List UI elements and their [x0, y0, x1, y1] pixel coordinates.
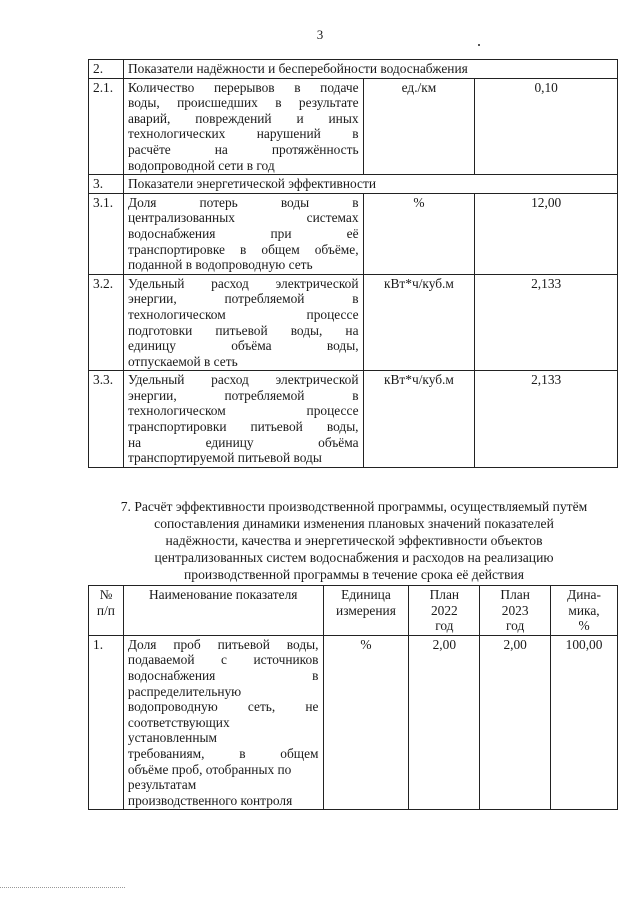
indicator-line: единицу объёма воды, [127, 338, 359, 354]
indicator-line: отпускаемой в сеть [127, 353, 238, 369]
section-title: Показатели надёжности и бесперебойности водоснабжения [123, 60, 617, 79]
indicator-line: распределительную [127, 683, 242, 699]
indicator-line: на единицу объёма [127, 434, 359, 450]
scan-edge-dots [0, 887, 125, 888]
row-number: 3. [89, 175, 124, 194]
header-name: Наименование показателя [123, 586, 323, 636]
indicator-line: транспортировки питьевой воды, [127, 419, 359, 435]
indicator-line: поданной в водопроводную сеть [127, 257, 313, 273]
dynamics-cell: 100,00 [551, 635, 618, 810]
value-cell: 12,00 [475, 193, 618, 274]
indicator-line: Удельный расход электрической [127, 275, 359, 291]
page-number: 3 [316, 27, 324, 42]
scan-speck [478, 44, 480, 46]
indicator-line: энергии, потребляемой в [127, 291, 359, 307]
indicator-line: энергии, потребляемой в [127, 387, 359, 403]
header-plan-2023: План 2023 год [480, 586, 551, 636]
header-unit: Единица измерения [323, 586, 409, 636]
paragraph-line: надёжности, качества и энергетической эффективности объектов [165, 533, 543, 548]
paragraph-line: 7. Расчёт эффективности производственной программы, осуществляемый путём [120, 499, 588, 514]
unit-cell: кВт*ч/куб.м [363, 274, 475, 371]
value-cell: 0,10 [475, 78, 618, 175]
table-row [89, 635, 618, 810]
indicator-line: Доля проб питьевой воды, [127, 636, 319, 652]
row-number: 3.2. [89, 274, 124, 371]
indicator-line: подаваемой с источников [127, 652, 319, 668]
indicator-name [123, 635, 323, 810]
indicator-line: Доля потерь воды в [127, 194, 359, 210]
unit-cell: % [363, 193, 475, 274]
indicator-line: централизованных системах [127, 210, 359, 226]
indicator-line: воды, происшедших в результате [127, 95, 359, 111]
row-number: 3.3. [89, 371, 124, 468]
indicator-name [123, 193, 363, 274]
indicator-line: транспортируемой питьевой воды [127, 450, 322, 466]
indicators-table [88, 59, 618, 468]
plan-2023-cell: 2,00 [480, 635, 551, 810]
indicator-line: объёме проб, отобранных по [127, 761, 292, 777]
indicator-line: технологических нарушений в [127, 126, 359, 142]
row-number: 2. [89, 60, 124, 79]
header-plan-2022: План 2022 год [409, 586, 480, 636]
header-dynamics: Дина- мика, % [551, 586, 618, 636]
indicator-line: Удельный расход электрической [127, 372, 359, 388]
paragraph-line: производственной программы в течение срока её действия [184, 567, 524, 582]
efficiency-table [88, 585, 618, 810]
section-7-heading [86, 498, 622, 583]
section-row [89, 60, 618, 79]
indicator-line: аварий, повреждений и иных [127, 110, 359, 126]
table-row [89, 371, 618, 468]
plan-2022-cell: 2,00 [409, 635, 480, 810]
indicator-name [123, 78, 363, 175]
section-row [89, 175, 618, 194]
indicator-line: водопроводной сети в год [127, 157, 275, 173]
table-row [89, 193, 618, 274]
row-number: 1. [89, 635, 124, 810]
value-cell: 2,133 [475, 371, 618, 468]
indicator-line: расчёте на протяжённость [127, 141, 359, 157]
row-number: 3.1. [89, 193, 124, 274]
indicator-line: водоснабжения при её [127, 225, 359, 241]
indicator-line: технологическом процессе [127, 306, 359, 322]
indicator-line: транспортировке в общем объёме, [127, 241, 359, 257]
indicator-name [123, 371, 363, 468]
row-number: 2.1. [89, 78, 124, 175]
indicator-line: водоснабжения в [127, 667, 319, 683]
table-header-row [89, 586, 618, 636]
indicator-line: соответствующих [127, 714, 230, 730]
indicator-line: результатам [127, 777, 197, 793]
indicator-line: требованиям, в общем [127, 745, 319, 761]
indicator-line: установленным [127, 730, 217, 746]
indicator-name [123, 274, 363, 371]
indicator-line: подготовки питьевой воды, на [127, 322, 359, 338]
value-cell: 2,133 [475, 274, 618, 371]
unit-cell: ед./км [363, 78, 475, 175]
table-row [89, 78, 618, 175]
paragraph-line: сопоставления динамики изменения плановых значений показателей [154, 516, 554, 531]
header-num: № п/п [89, 586, 124, 636]
indicator-line: водопроводную сеть, не [127, 699, 319, 715]
indicator-line: Количество перерывов в подаче [127, 79, 359, 95]
table-row [89, 274, 618, 371]
section-title: Показатели энергетической эффективности [123, 175, 617, 194]
indicator-line: производственного контроля [127, 792, 293, 808]
paragraph-line: централизованных систем водоснабжения и расходов на реализацию [154, 550, 554, 565]
unit-cell: % [323, 635, 409, 810]
unit-cell: кВт*ч/куб.м [363, 371, 475, 468]
indicator-line: технологическом процессе [127, 403, 359, 419]
